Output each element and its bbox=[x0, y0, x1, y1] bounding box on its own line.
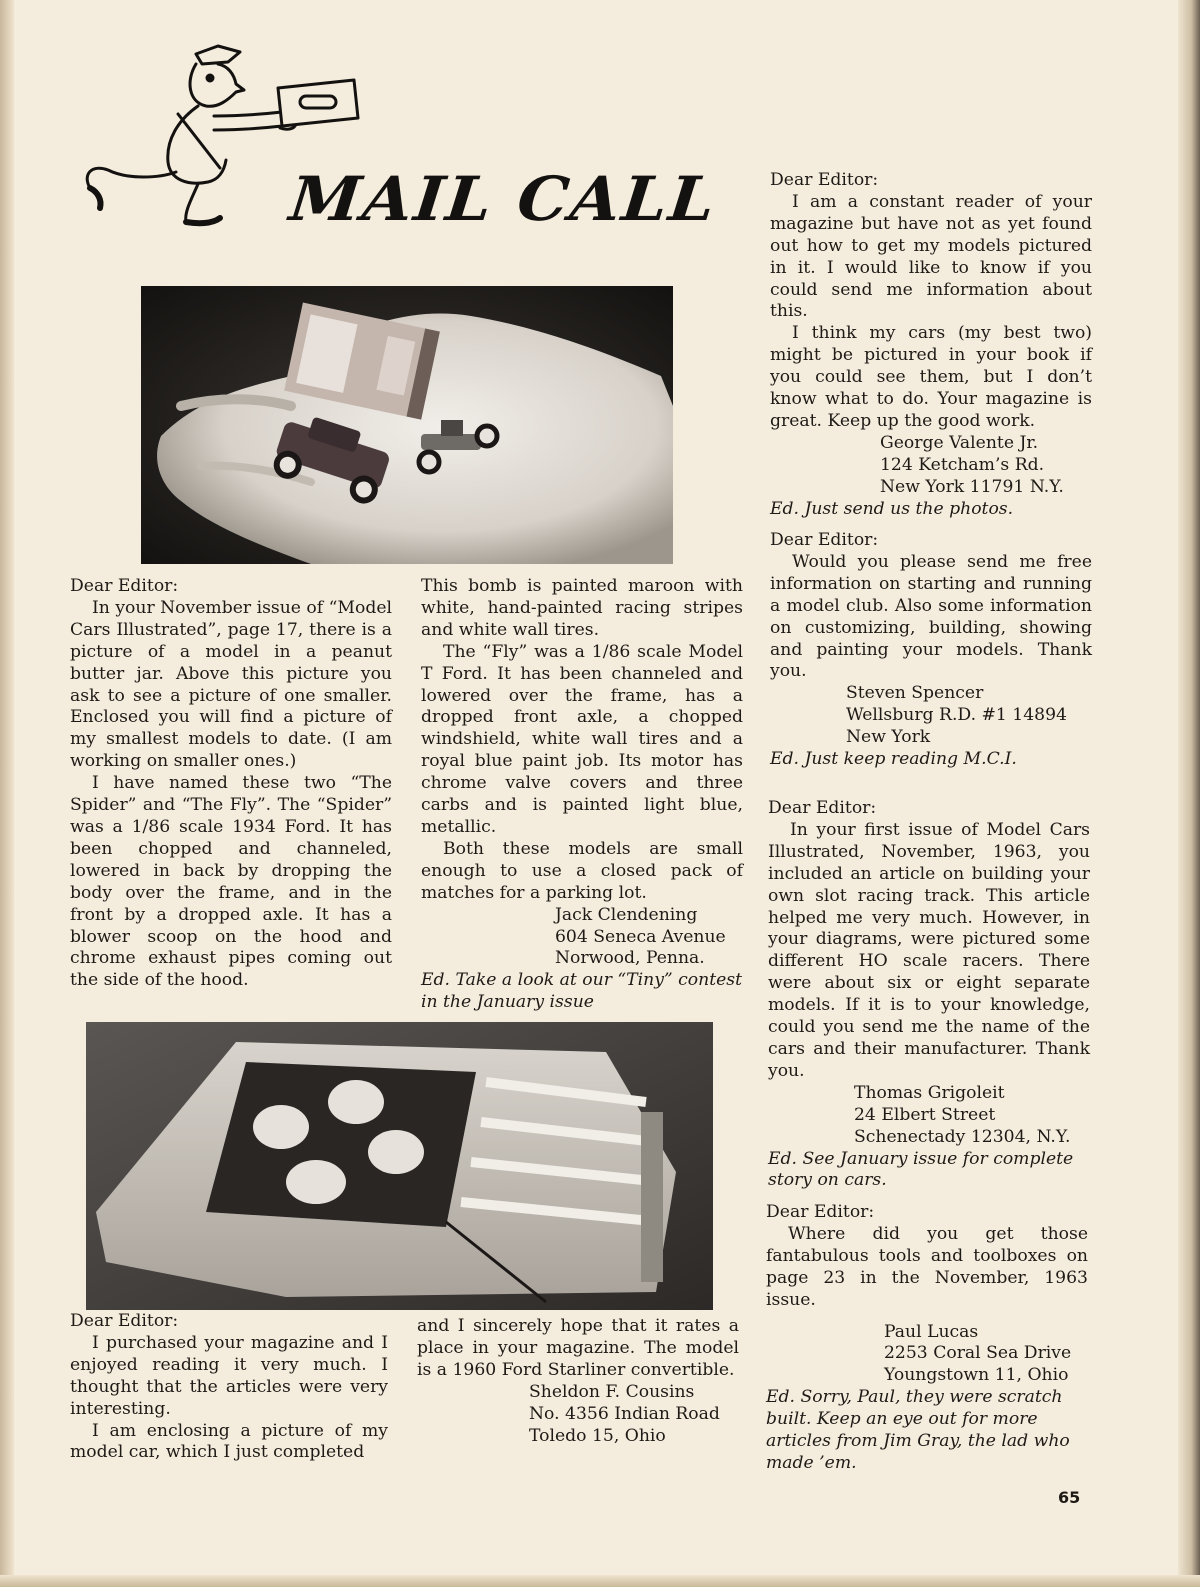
letter-valente bbox=[770, 170, 1092, 521]
letter-paragraph: In your first issue of Model Cars Illustrated, November, 1963, you included an article on building your own slot racing track. This article helped me very much. However, in your diagrams, were pictured some different HO scale racers. There were about six or eight separate models. If it is to your knowledge, could you send me the name of the cars and their manufacturer. Thank you. bbox=[768, 819, 1090, 1081]
signature-name: Sheldon F. Cousins bbox=[529, 1381, 695, 1402]
letter-spencer bbox=[770, 530, 1092, 771]
letter-paragraph: In your November issue of “Model Cars Illustrated”, page 17, there is a picture of a model in a peanut butter jar. Above this picture you ask to see a picture of one smaller. Enclosed you will find a picture of my smallest models to date. (I am working on smaller ones.) bbox=[70, 597, 392, 772]
letter-spider-fly-col1 bbox=[70, 576, 392, 992]
signature-address: No. 4356 Indian Road bbox=[529, 1403, 720, 1424]
hand-models-photo bbox=[141, 286, 673, 564]
editor-reply: Ed. Just send us the photos. bbox=[770, 498, 1014, 519]
signature-address: 604 Seneca Avenue bbox=[555, 926, 726, 947]
signature-city: Schenectady 12304, N.Y. bbox=[854, 1126, 1071, 1147]
letter-starliner-col1 bbox=[70, 1311, 388, 1464]
signature-name: George Valente Jr. bbox=[880, 432, 1039, 453]
page-number: 65 bbox=[1058, 1488, 1081, 1507]
page-edge-right bbox=[1178, 0, 1200, 1587]
signature-address: Wellsburg R.D. #1 14894 bbox=[846, 705, 1067, 726]
signature-city: New York 11791 N.Y. bbox=[880, 476, 1064, 497]
letter-paragraph: I am a constant reader of your magazine but have not as yet found out how to get my models pictured in it. I would like to know if you could send me information about this. bbox=[770, 191, 1092, 322]
signature-city: Youngstown 11, Ohio bbox=[884, 1365, 1069, 1386]
letter-grigoleit bbox=[768, 798, 1090, 1192]
letter-greeting: Dear Editor: bbox=[70, 576, 179, 596]
signature-name: Thomas Grigoleit bbox=[854, 1082, 1005, 1103]
signature-address: 24 Elbert Street bbox=[854, 1104, 996, 1125]
signature-name: Paul Lucas bbox=[884, 1321, 979, 1342]
letter-greeting: Dear Editor: bbox=[768, 798, 877, 818]
letter-greeting: Dear Editor: bbox=[766, 1202, 875, 1222]
signature-address: 124 Ketcham’s Rd. bbox=[880, 454, 1045, 475]
letter-paragraph: Both these models are small enough to use a closed pack of matches for a parking lot. bbox=[421, 838, 743, 903]
letter-paragraph: I have named these two “The Spider” and “The Fly”. The “Spider” was a 1/86 scale 1934 Ford. It has been chopped and channeled, lowered in back by dropping the body over the frame, and in the front by a dropped axle. It has a blower scoop on the hood and chrome exhaust pipes coming out the side of the hood. bbox=[70, 773, 392, 991]
signature-city: Norwood, Penna. bbox=[555, 948, 705, 969]
signature-name: Jack Clendening bbox=[555, 904, 698, 925]
letter-paragraph: I think my cars (my best two) might be pictured in your book if you could see them, but I don’t know what to do. Your magazine is great. Keep up the good work. bbox=[770, 323, 1092, 431]
signature-name: Steven Spencer bbox=[846, 683, 984, 704]
letter-lucas bbox=[766, 1202, 1088, 1475]
page-edge-left bbox=[0, 0, 14, 1587]
signature-city: New York bbox=[846, 727, 931, 748]
letter-spider-fly-col2 bbox=[421, 576, 743, 1014]
signature-address: 2253 Coral Sea Drive bbox=[884, 1343, 1072, 1364]
letter-paragraph: This bomb is painted maroon with white, hand-painted racing stripes and white wall tires. bbox=[421, 576, 743, 640]
letter-paragraph: The “Fly” was a 1/86 scale Model T Ford. It has been channeled and lowered over the frame, has a dropped front axle, a chopped windshield, white wall tires and a royal blue paint job. Its motor has chrome valve covers and three carbs and is painted light blue, metallic. bbox=[421, 641, 743, 837]
letter-greeting: Dear Editor: bbox=[70, 1311, 179, 1331]
letter-paragraph: I purchased your magazine and I enjoyed reading it very much. I thought that the articles were very interesting. bbox=[70, 1332, 388, 1419]
letter-greeting: Dear Editor: bbox=[770, 170, 879, 190]
letter-paragraph: Would you please send me free information on starting and running a model club. Also some information on customizing, building, showing and painting your models. Thank you. bbox=[770, 551, 1092, 682]
page-edge-bottom bbox=[0, 1575, 1200, 1587]
editor-reply: Ed. Just keep reading M.C.I. bbox=[770, 749, 1017, 770]
editor-reply: Ed. See January issue for complete story on cars. bbox=[768, 1148, 1074, 1191]
editor-reply: Ed. Take a look at our “Tiny” contest in the January issue bbox=[421, 970, 743, 1013]
signature-city: Toledo 15, Ohio bbox=[529, 1425, 666, 1446]
letter-paragraph: I am enclosing a picture of my model car, which I just completed bbox=[70, 1420, 388, 1463]
convertible-model-photo bbox=[86, 1022, 713, 1310]
letter-starliner-col2 bbox=[417, 1316, 739, 1447]
letter-paragraph: and I sincerely hope that it rates a place in your magazine. The model is a 1960 Ford Starliner convertible. bbox=[417, 1316, 739, 1380]
letter-paragraph: Where did you get those fantabulous tools and toolboxes on page 23 in the November, 1963 issue. bbox=[766, 1223, 1088, 1310]
letter-greeting: Dear Editor: bbox=[770, 530, 879, 550]
editor-reply: Ed. Sorry, Paul, they were scratch built. Keep an eye out for more articles from Jim Gray, the lad who made ’em. bbox=[766, 1387, 1070, 1473]
page-title: MAIL CALL bbox=[286, 163, 721, 236]
